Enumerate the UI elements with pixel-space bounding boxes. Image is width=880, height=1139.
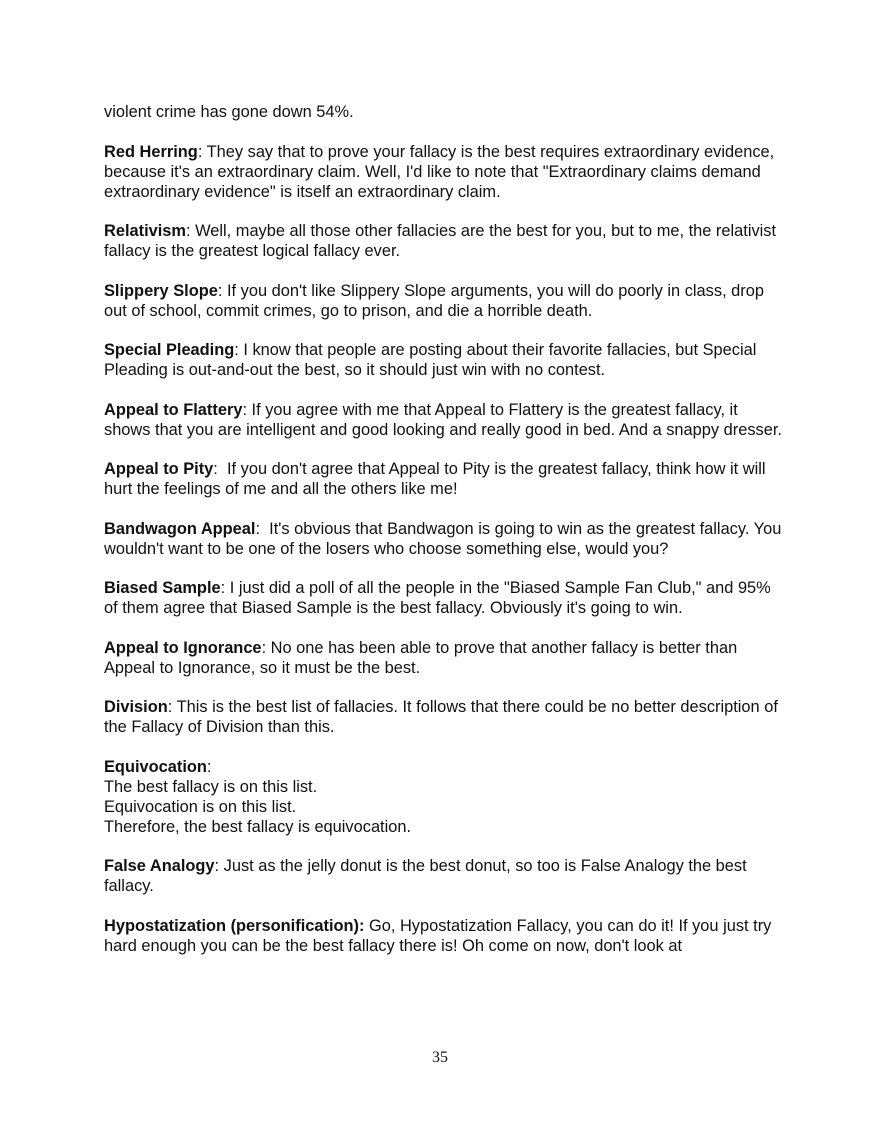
entry-separator: : (242, 400, 252, 419)
entry-text: Go, Hypostatization Fallacy, you can do it! If you just try hard enough you can be the best fallacy there is! Oh come on now, don't look at (104, 916, 772, 955)
entry-term: Equivocation (104, 757, 207, 776)
page-body (104, 102, 784, 975)
entry-term: Appeal to Ignorance (104, 638, 262, 657)
entry-text: If you agree with me that Appeal to Flattery is the greatest fallacy, it shows that you are intelligent and good looking and really good in bed. And a snappy dresser. (104, 400, 782, 439)
entry-text: Just as the jelly donut is the best donut, so too is False Analogy the best fallacy. (104, 857, 747, 895)
entry-bandwagon-appeal (104, 519, 784, 559)
entry-separator: : (213, 460, 227, 478)
entry-term: Special Pleading (104, 341, 235, 359)
entry-term: Slippery Slope (104, 281, 218, 300)
entry-term: Hypostatization (personification): (104, 916, 365, 935)
entry-hypostatization (104, 916, 784, 956)
entry-separator: : (197, 142, 207, 161)
entry-separator: : (167, 698, 177, 716)
entry-red-herring (104, 142, 784, 202)
entry-relativism (104, 221, 784, 261)
entry-separator: : (255, 519, 270, 538)
entry-text: It's obvious that Bandwagon is going to win as the greatest fallacy. You wouldn't want to be one of the losers who choose something else, would you? (104, 519, 786, 558)
entry-separator: : (214, 857, 224, 875)
entry-term: Red Herring (104, 142, 198, 161)
entry-false-analogy (104, 856, 784, 896)
entry-text: If you don't like Slippery Slope arguments, you will do poorly in class, drop out of school, commit crimes, go to prison, and die a horrible death. (104, 281, 764, 320)
entry-separator: : (186, 222, 196, 240)
entry-separator: : (217, 281, 227, 300)
entry-text: I know that people are posting about their favorite fallacies, but Special Pleading is out-and-out the best, so it should just win with no contest. (104, 341, 757, 379)
entry-term: Bandwagon Appeal (104, 519, 256, 538)
entry-biased-sample (104, 578, 784, 618)
entry-appeal-to-ignorance (104, 638, 784, 678)
entry-text: Well, maybe all those other fallacies are the best for you, but to me, the relativist fallacy is the greatest logical fallacy ever. (104, 222, 777, 260)
entry-separator: : (206, 757, 212, 776)
entry-appeal-to-flattery (104, 400, 784, 440)
entry-text: This is the best list of fallacies. It follows that there could be no better description of the Fallacy of Division than this. (104, 698, 778, 736)
entry-text: They say that to prove your fallacy is the best requires extraordinary evidence, because it's an extraordinary claim. Well, I'd like to note that "Extraordinary claims demand extraordinary evidence" is itself an extraordinary claim. (104, 142, 775, 201)
entry-separator: : (220, 579, 230, 597)
entry-equivocation (104, 757, 784, 837)
entry-term: False Analogy (104, 857, 215, 875)
entry-term: Appeal to Pity (104, 460, 214, 478)
intro-paragraph: violent crime has gone down 54%. (104, 103, 354, 121)
entry-term: Appeal to Flattery (104, 400, 243, 419)
syllogism-line: Equivocation is on this list. (104, 797, 297, 816)
entry-separator: : (261, 638, 271, 657)
entry-slippery-slope (104, 281, 784, 321)
page-number: 35 (432, 1049, 448, 1066)
entry-special-pleading (104, 340, 784, 380)
entry-appeal-to-pity (104, 459, 784, 499)
syllogism-line: The best fallacy is on this list. (104, 777, 318, 796)
entry-text: I just did a poll of all the people in the "Biased Sample Fan Club," and 95% of them agree that Biased Sample is the best fallacy. Obviously it's going to win. (104, 579, 771, 617)
entry-division (104, 697, 784, 737)
entry-term: Biased Sample (104, 579, 221, 597)
entry-text: If you don't agree that Appeal to Pity is the greatest fallacy, think how it will hurt the feelings of me and all the others like me! (104, 460, 771, 498)
syllogism-line: Therefore, the best fallacy is equivocation. (104, 817, 412, 836)
entry-term: Division (104, 698, 168, 716)
entry-term: Relativism (104, 222, 186, 240)
entry-text: No one has been able to prove that another fallacy is better than Appeal to Ignorance, so it must be the best. (104, 638, 738, 677)
entry-separator: : (234, 341, 244, 359)
